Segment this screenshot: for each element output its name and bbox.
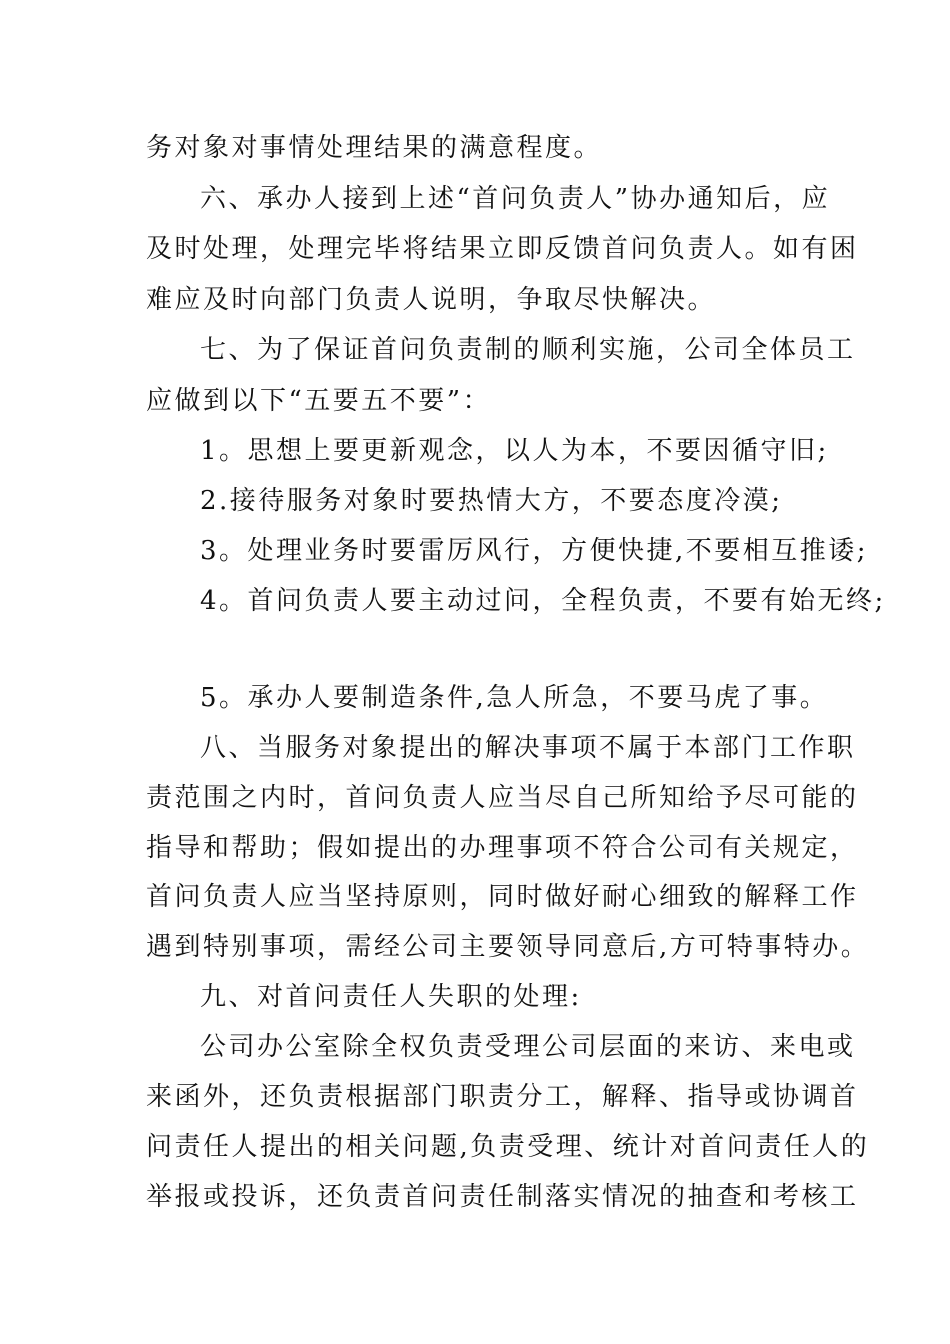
text-line-2: 六、承办人接到上述“首问负责人”协办通知后，应 xyxy=(200,184,831,214)
text-line-7: 1。思想上要更新观念，以人为本，不要因循守旧; xyxy=(200,436,829,466)
text-line-19: 来函外，还负责根据部门职责分工，解释、指导或协调首 xyxy=(146,1082,859,1112)
text-line-13: 责范围之内时，首问负责人应当尽自己所知给予尽可能的 xyxy=(146,783,859,813)
text-line-3: 及时处理，处理完毕将结果立即反馈首问负责人。如有困 xyxy=(146,234,859,264)
text-line-17: 九、对首问责任人失职的处理: xyxy=(200,982,582,1012)
text-line-5: 七、为了保证首问负责制的顺利实施，公司全体员工 xyxy=(200,335,856,365)
text-line-11: 5。承办人要制造条件,急人所急，不要马虎了事。 xyxy=(200,683,829,713)
text-line-10: 4。首问负责人要主动过问，全程负责，不要有始无终; xyxy=(200,586,886,616)
text-line-9: 3。处理业务时要雷厉风行，方便快捷,不要相互推诿; xyxy=(200,536,869,566)
text-line-8: 2.接待服务对象时要热情大方，不要态度冷漠; xyxy=(200,486,783,516)
text-line-20: 问责任人提出的相关问题,负责受理、统计对首问责任人的 xyxy=(146,1132,870,1162)
text-line-14: 指导和帮助；假如提出的办理事项不符合公司有关规定， xyxy=(146,833,859,863)
text-line-21: 举报或投诉，还负责首问责任制落实情况的抽查和考核工 xyxy=(146,1182,859,1212)
text-line-15: 首问负责人应当坚持原则，同时做好耐心细致的解释工作 xyxy=(146,882,859,912)
text-line-16: 遇到特别事项，需经公司主要领导同意后,方可特事特办。 xyxy=(146,932,870,962)
text-line-18: 公司办公室除全权负责受理公司层面的来访、来电或 xyxy=(200,1032,856,1062)
text-line-4: 难应及时向部门负责人说明，争取尽快解决。 xyxy=(146,285,717,315)
text-line-6: 应做到以下“五要五不要”： xyxy=(146,386,492,416)
text-line-1: 务对象对事情处理结果的满意程度。 xyxy=(146,133,603,163)
text-line-12: 八、当服务对象提出的解决事项不属于本部门工作职 xyxy=(200,733,856,763)
